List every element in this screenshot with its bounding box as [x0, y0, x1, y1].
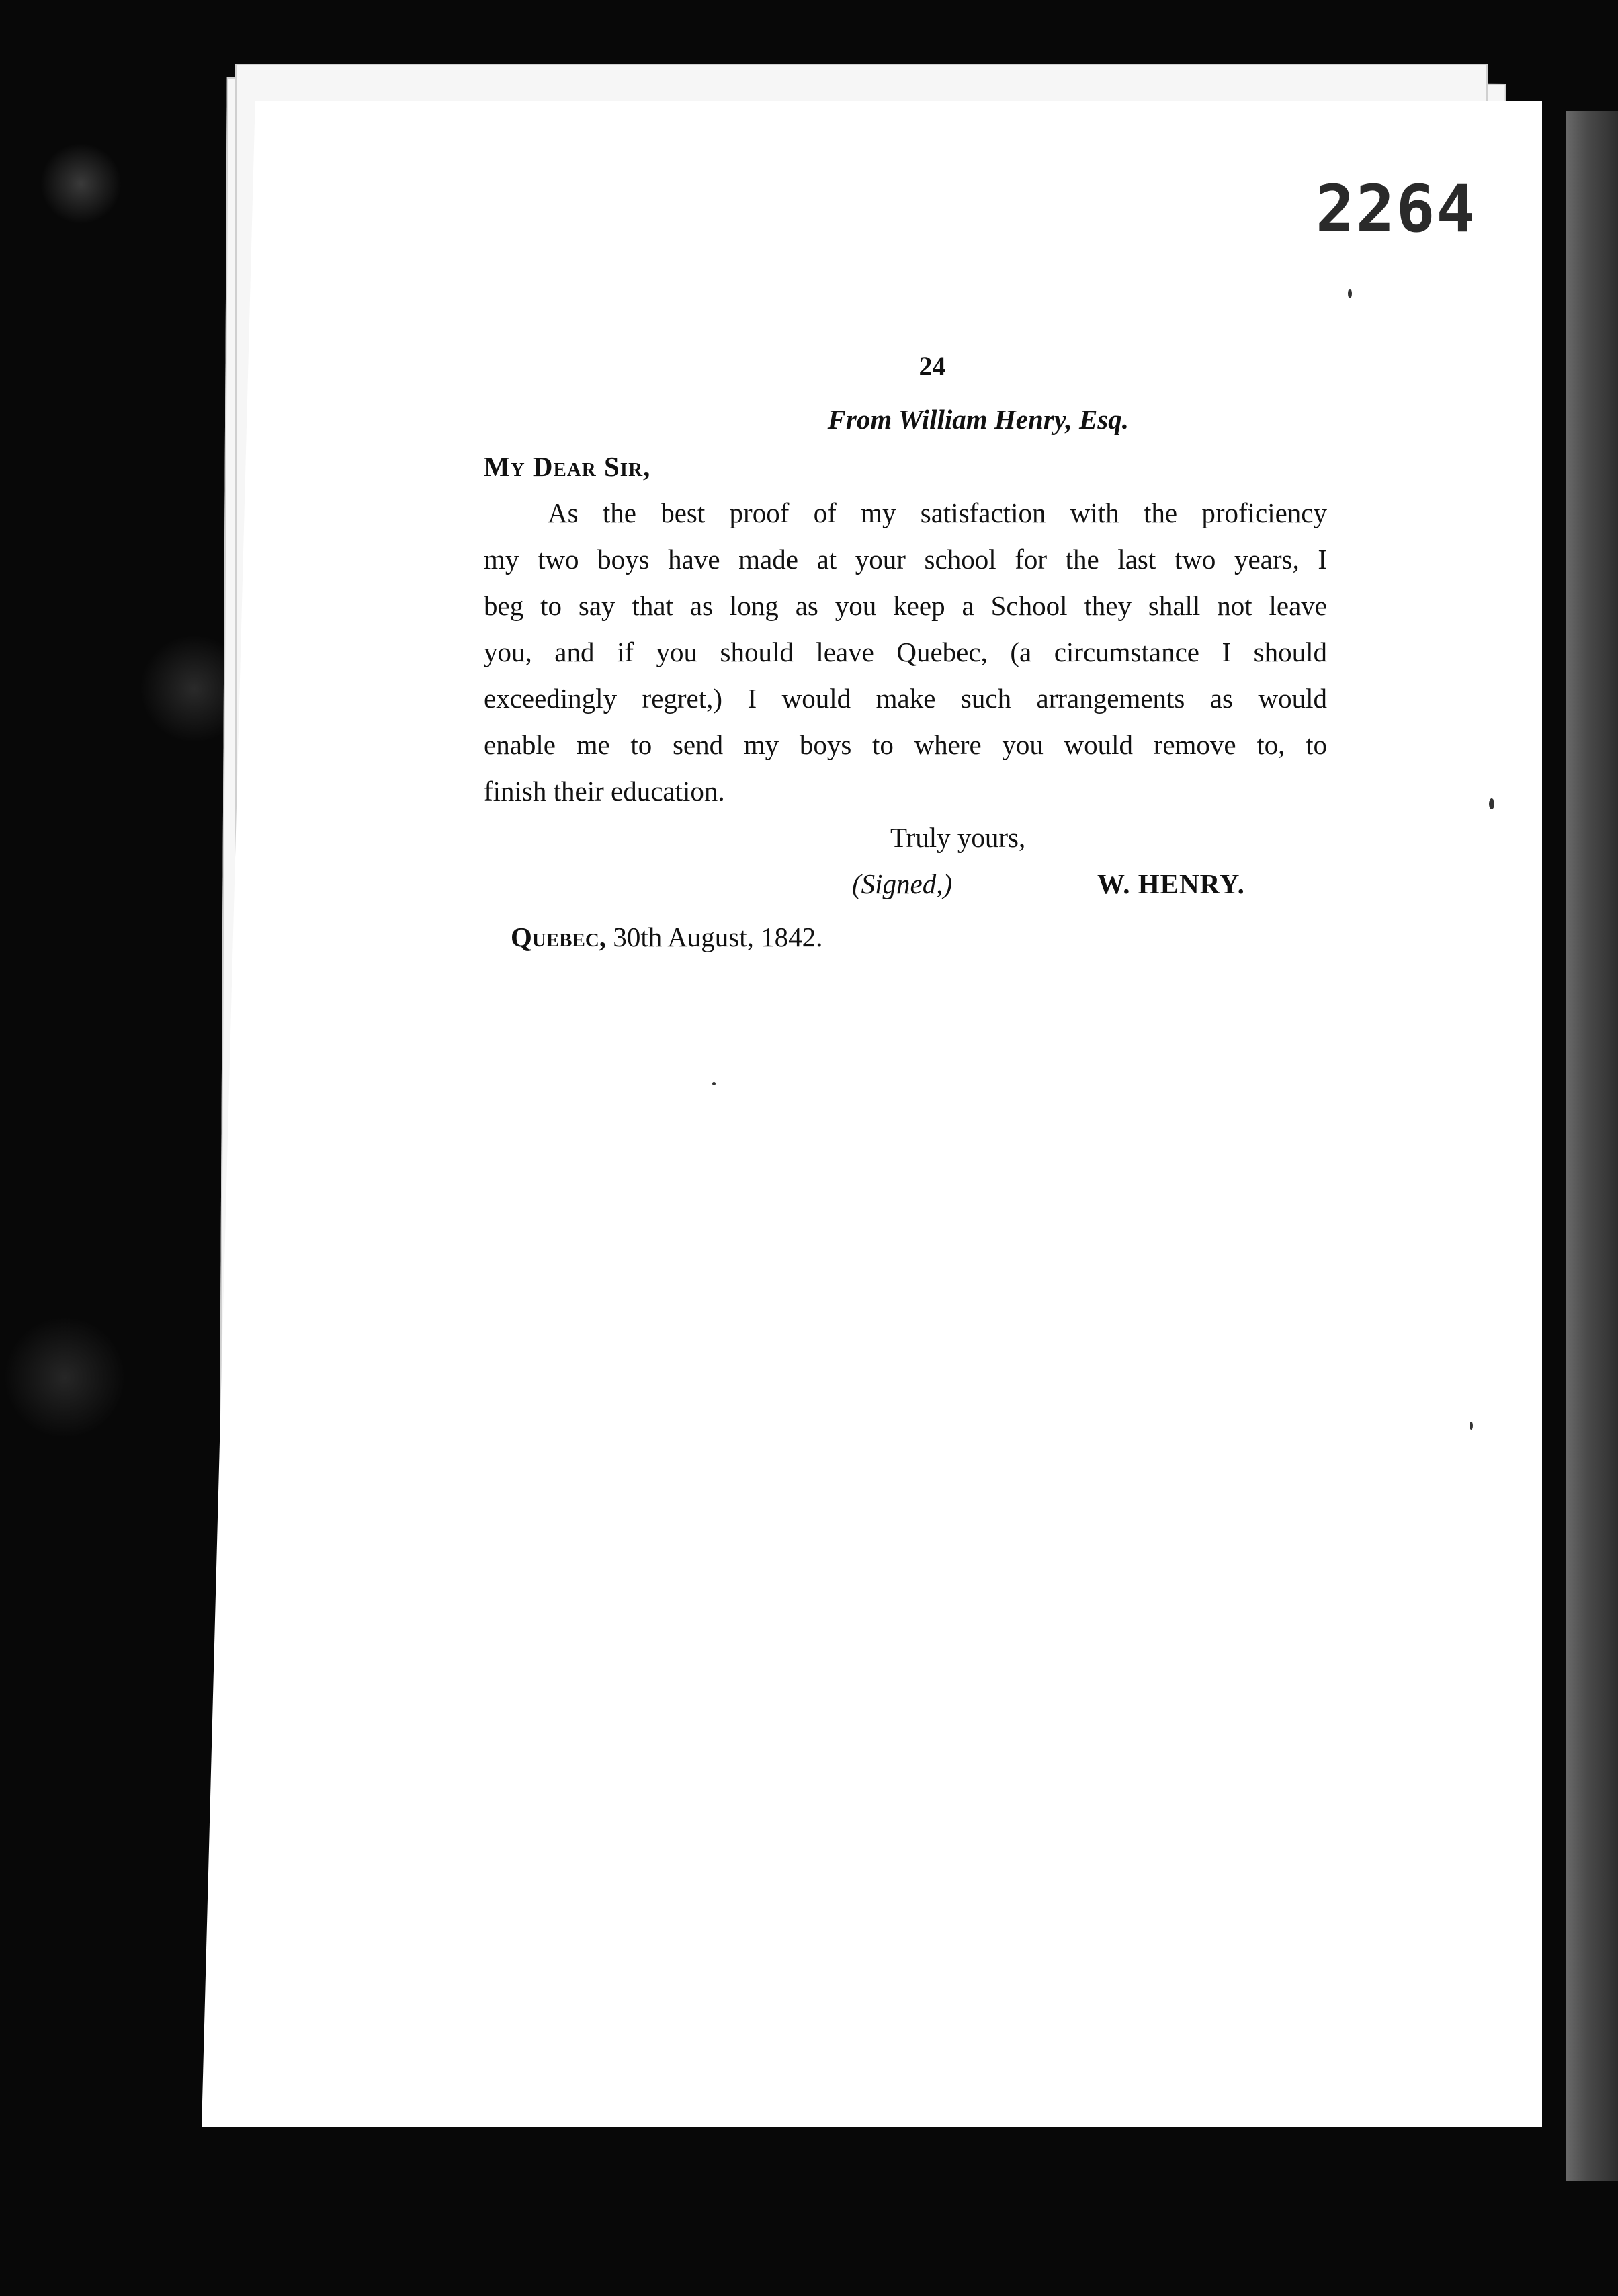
scan-speck — [1470, 1422, 1473, 1430]
signature-name: W. HENRY. — [1097, 868, 1245, 899]
dateline-date: 30th August, 1842. — [613, 921, 823, 952]
body-line: As the best proof of my satisfaction with the proficiency — [548, 497, 1327, 528]
scan-speck — [1489, 798, 1494, 809]
letter-salutation: My Dear Sir, — [484, 451, 651, 482]
archive-stamp-number: 2264 — [1316, 171, 1477, 247]
body-line: enable me to send my boys to where you would remove to, to — [484, 729, 1327, 760]
body-line: exceedingly regret,) I would make such arrangements as would — [484, 683, 1327, 714]
letter-text-block — [484, 343, 1327, 960]
body-line: beg to say that as long as you keep a School they shall not leave — [484, 590, 1327, 621]
body-line: my two boys have made at your school for the last two years, I — [484, 544, 1327, 575]
scan-speck — [712, 1082, 716, 1085]
page-number: 24 — [919, 351, 946, 381]
letter-heading: From William Henry, Esq. — [827, 404, 1129, 435]
body-line: finish their education. — [484, 776, 725, 807]
book-edge — [1566, 111, 1618, 2181]
signature-row — [484, 861, 1327, 907]
signed-note: (Signed,) — [852, 868, 953, 899]
dateline — [511, 914, 1327, 960]
body-line: you, and if you should leave Quebec, (a circumstance I should — [484, 637, 1327, 667]
scan-speck — [1348, 289, 1352, 298]
dateline-place: Quebec, — [511, 921, 607, 952]
letter-closing: Truly yours, — [890, 822, 1026, 853]
